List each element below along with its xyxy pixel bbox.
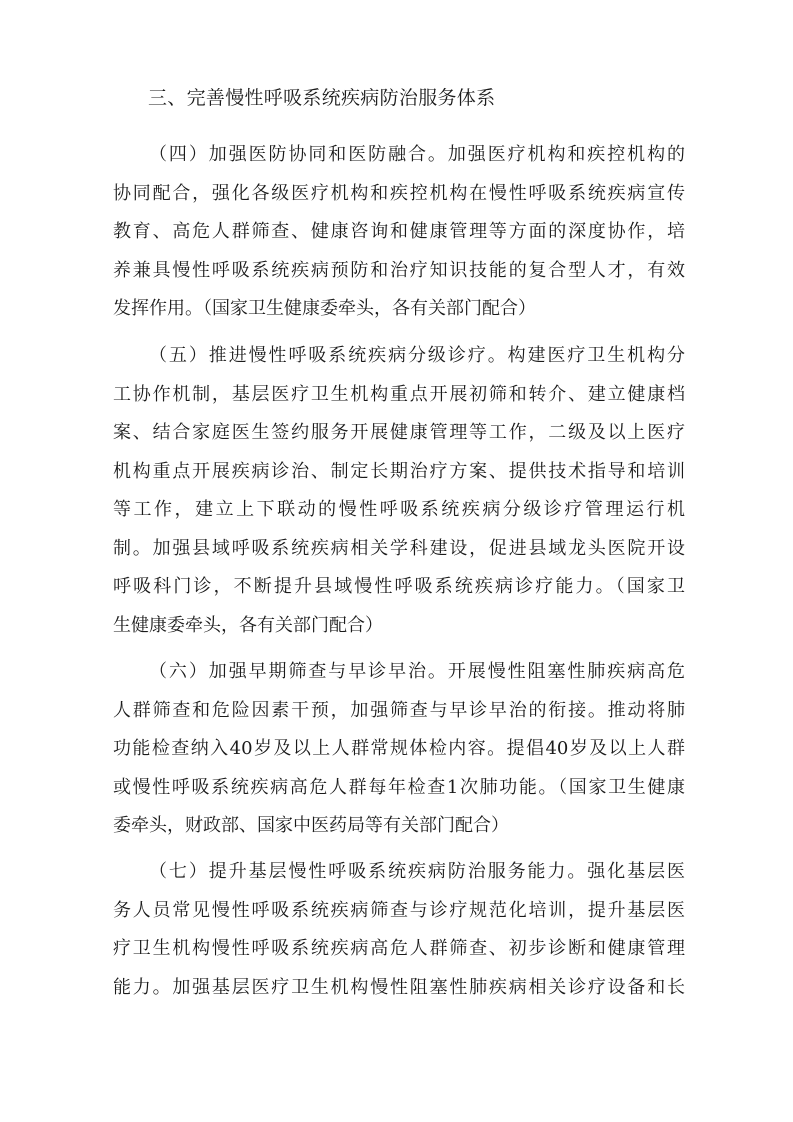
paragraph-line: 养兼具慢性呼吸系统疾病预防和治疗知识技能的复合型人才，有效 [113, 259, 685, 281]
paragraph-line: 工协作机制，基层医疗卫生机构重点开展初筛和转介、建立健康档 [113, 383, 685, 405]
paragraph-line: 呼吸科门诊，不断提升县域慢性呼吸系统疾病诊疗能力。（国家卫 [113, 576, 685, 597]
paragraph-line: 能力。加强基层医疗卫生机构慢性阻塞性肺疾病相关诊疗设备和长 [113, 976, 685, 998]
paragraph-line: 协同配合，强化各级医疗机构和疾控机构在慢性呼吸系统疾病宣传 [113, 182, 685, 204]
paragraph-line: 制。加强县域呼吸系统疾病相关学科建设，促进县域龙头医院开设 [113, 537, 685, 559]
paragraph-line: 案、结合家庭医生签约服务开展健康管理等工作，二级及以上医疗 [113, 422, 685, 443]
paragraph-line: （六）加强早期筛查与早诊早治。开展慢性阻塞性肺疾病高危 [149, 661, 685, 682]
paragraph-line: 委牵头，财政部、国家中医药局等有关部门配合） [113, 815, 509, 836]
paragraph-line: （七）提升基层慢性呼吸系统疾病防治服务能力。强化基层医 [149, 861, 685, 882]
paragraph-item-6 [113, 653, 685, 846]
paragraph-line: 等工作，建立上下联动的慢性呼吸系统疾病分级诊疗管理运行机 [113, 499, 685, 520]
paragraph-line: （四）加强医防协同和医防融合。加强医疗机构和疾控机构的 [149, 144, 685, 165]
paragraph-line: （五）推进慢性呼吸系统疾病分级诊疗。构建医疗卫生机构分 [149, 345, 685, 366]
paragraph-line: 教育、高危人群筛查、健康咨询和健康管理等方面的深度协作，培 [113, 221, 685, 242]
paragraph-line: 务人员常见慢性呼吸系统疾病筛查与诊疗规范化培训，提升基层医 [113, 899, 685, 921]
paragraph-item-4 [113, 136, 685, 329]
paragraph-line: 或慢性呼吸系统疾病高危人群每年检查1次肺功能。（国家卫生健康 [113, 776, 685, 798]
paragraph-item-5 [113, 337, 685, 645]
paragraph-line: 疗卫生机构慢性呼吸系统疾病高危人群筛查、初步诊断和健康管理 [113, 938, 685, 959]
paragraph-line: 发挥作用。（国家卫生健康委牵头，各有关部门配合） [113, 298, 536, 319]
paragraph-line: 生健康委牵头，各有关部门配合） [113, 614, 383, 636]
paragraph-line: 机构重点开展疾病诊治、制定长期治疗方案、提供技术指导和培训 [113, 460, 685, 482]
section-heading: 三、完善慢性呼吸系统疾病防治服务体系 [148, 87, 496, 109]
paragraph-item-7 [113, 853, 685, 1007]
paragraph-line: 人群筛查和危险因素干预，加强筛查与早诊早治的衔接。推动将肺 [113, 699, 685, 721]
paragraph-line: 功能检查纳入40岁及以上人群常规体检内容。提倡40岁及以上人群 [113, 738, 685, 759]
